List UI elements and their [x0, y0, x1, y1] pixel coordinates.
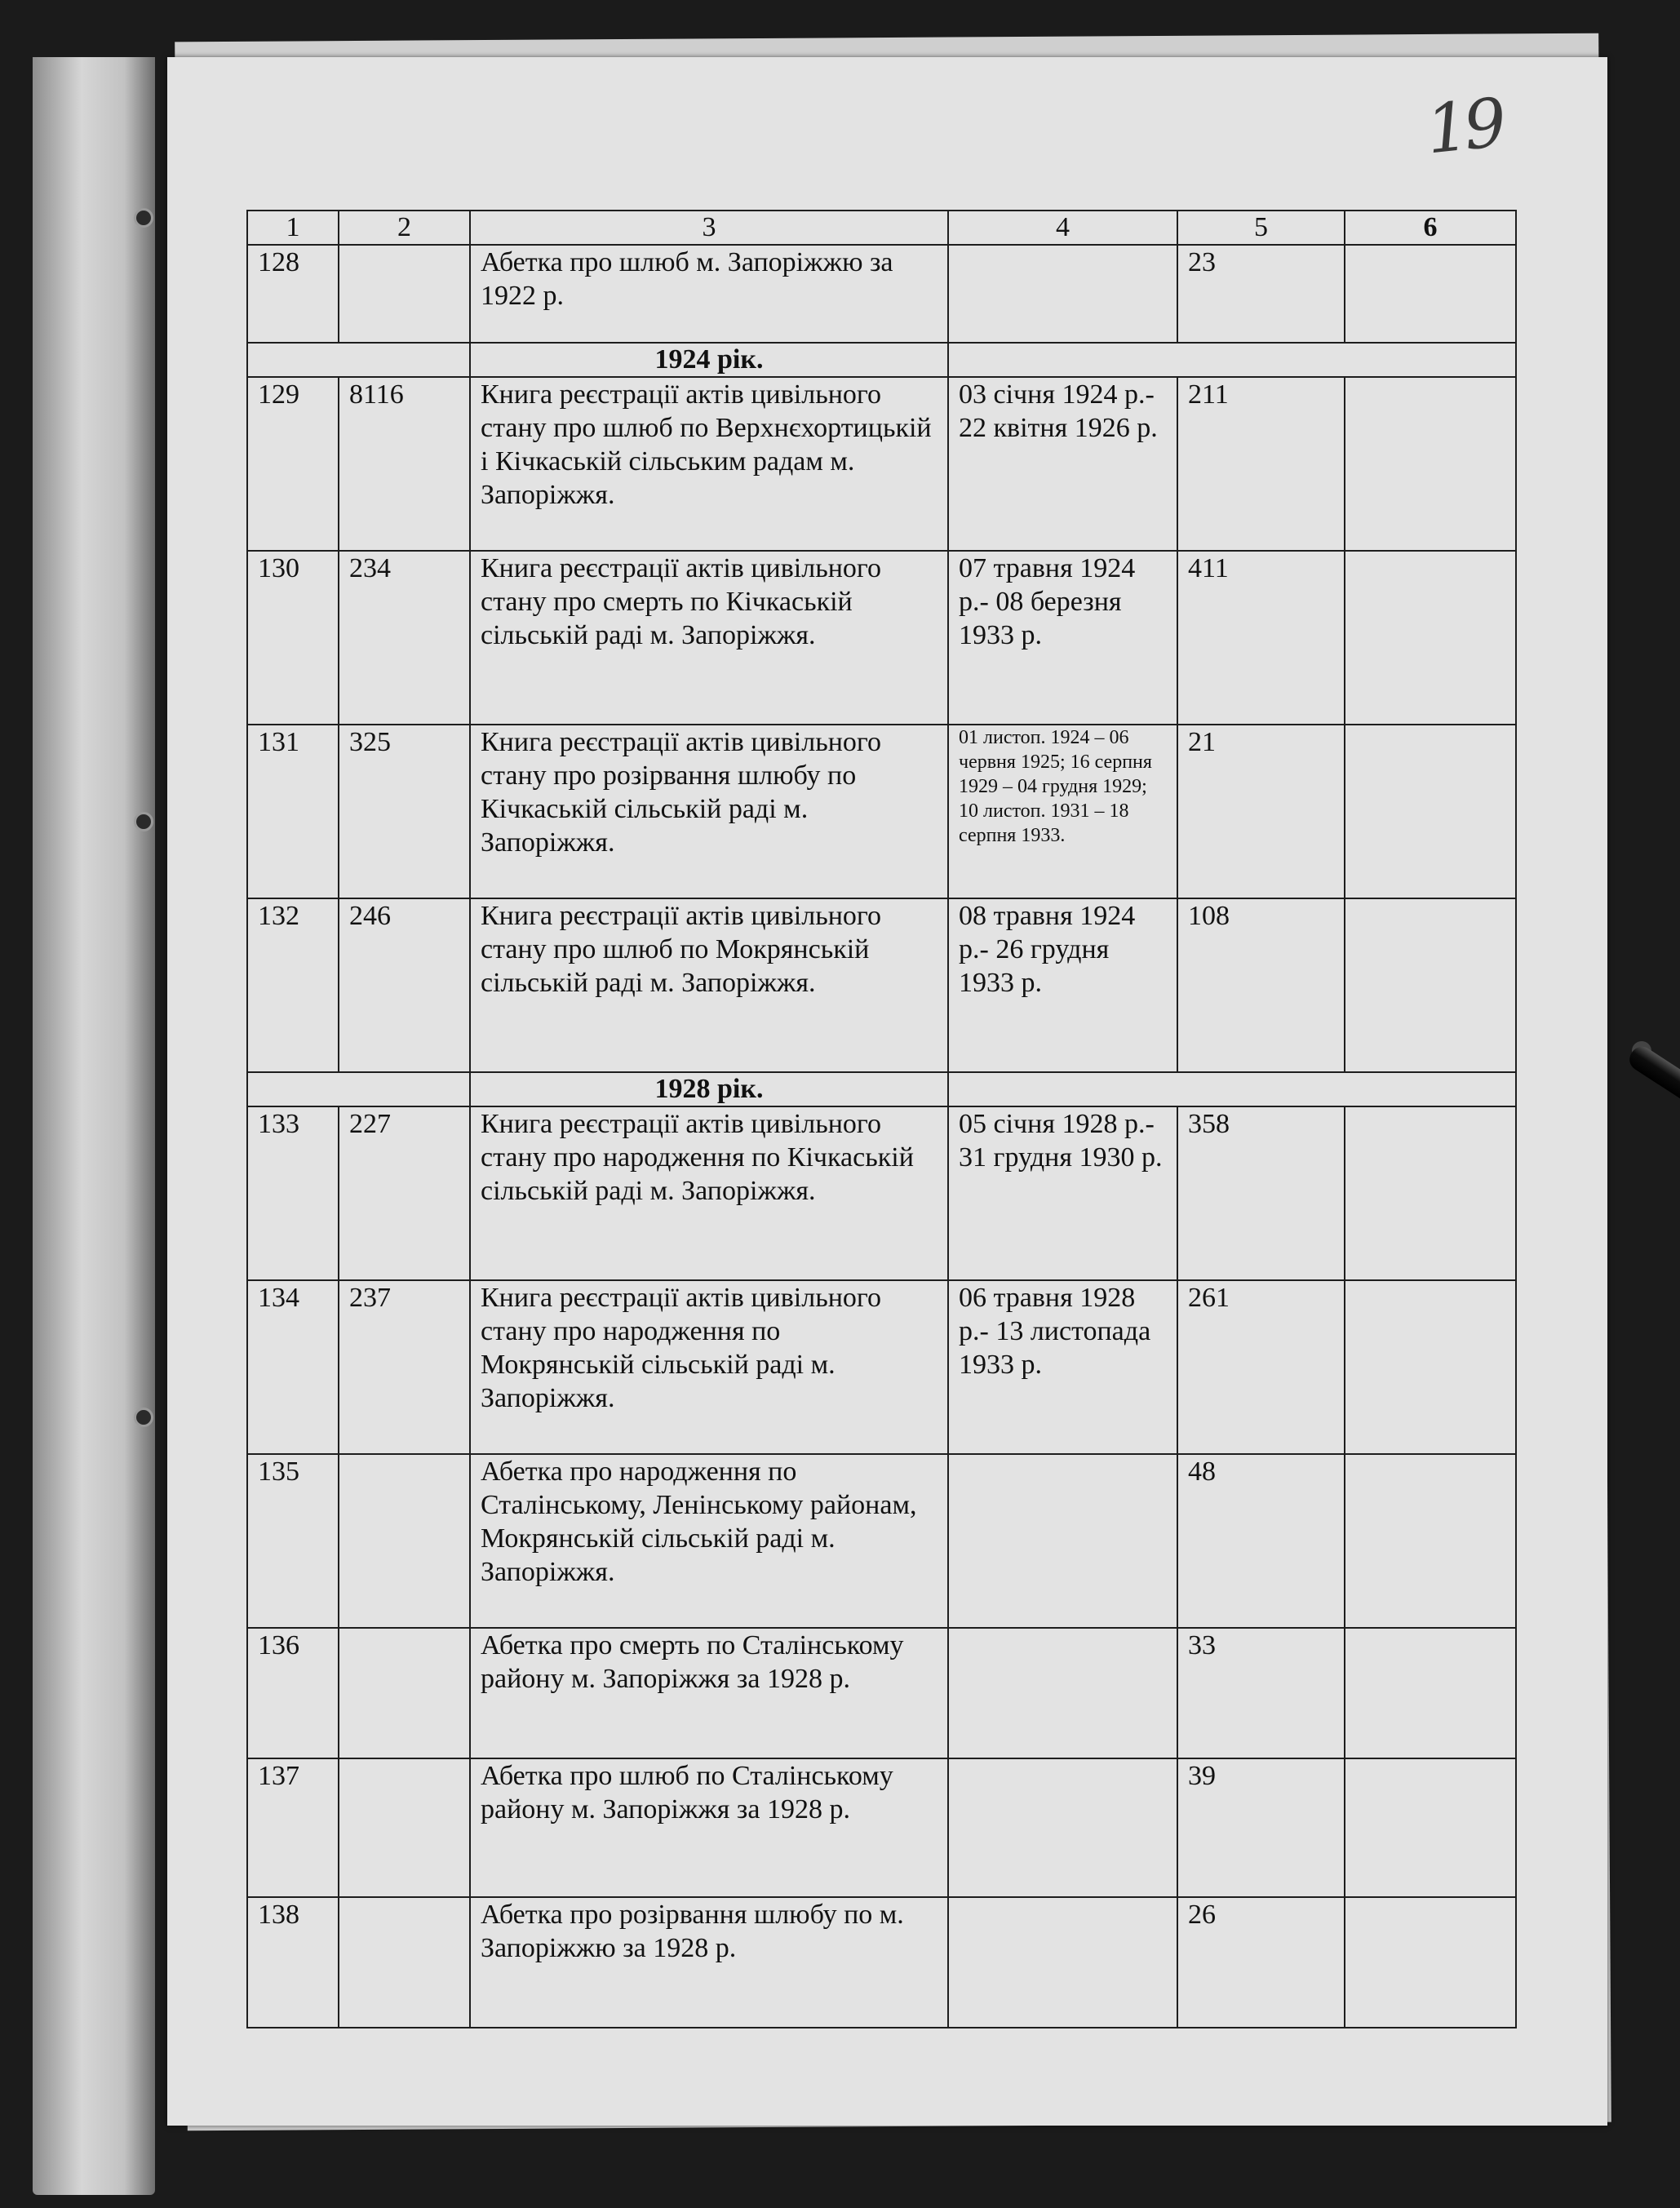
col-header: 2	[339, 211, 470, 245]
record-dates	[948, 245, 1177, 343]
fond-number: 246	[339, 898, 470, 1072]
row-number: 138	[247, 1897, 339, 2028]
table-row	[247, 551, 1516, 725]
record-dates: 08 травня 1924 р.- 26 грудня 1933 р.	[948, 898, 1177, 1072]
sheet-count: 211	[1177, 377, 1345, 551]
header-row	[247, 211, 1516, 245]
sheet-count: 48	[1177, 1454, 1345, 1628]
sheet-count: 261	[1177, 1280, 1345, 1454]
fond-number	[339, 1628, 470, 1758]
record-dates: 06 травня 1928 р.- 13 листопада 1933 р.	[948, 1280, 1177, 1454]
record-title: Книга реєстрації актів цивільного стану про народження по Кічкаській сільській раді м. Запоріжжя.	[470, 1106, 948, 1280]
col-header: 3	[470, 211, 948, 245]
sheet-count: 33	[1177, 1628, 1345, 1758]
record-title: Абетка про народження по Сталінському, Ленінському районам, Мокрянській сільській раді м. Запоріжжя.	[470, 1454, 948, 1628]
record-dates	[948, 1897, 1177, 2028]
year-row	[247, 343, 1516, 377]
year-cell-empty	[247, 1072, 470, 1106]
col-header: 5	[1177, 211, 1345, 245]
row-number: 128	[247, 245, 339, 343]
note-cell	[1345, 1280, 1516, 1454]
note-cell	[1345, 1454, 1516, 1628]
table-row	[247, 245, 1516, 343]
table-row	[247, 1758, 1516, 1897]
year-cell-empty	[948, 1072, 1516, 1106]
record-title: Абетка про смерть по Сталінському району м. Запоріжжя за 1928 р.	[470, 1628, 948, 1758]
row-number: 129	[247, 377, 339, 551]
record-dates: 01 листоп. 1924 – 06 червня 1925; 16 серпня 1929 – 04 грудня 1929; 10 листоп. 1931 – 18 серпня 1933.	[948, 725, 1177, 898]
register-table	[246, 210, 1517, 2028]
fond-number	[339, 245, 470, 343]
table-row	[247, 1280, 1516, 1454]
binder-hole	[134, 208, 153, 228]
table-row	[247, 725, 1516, 898]
year-row	[247, 1072, 1516, 1106]
binder-hole	[134, 1408, 153, 1427]
binder-hole	[134, 812, 153, 831]
year-label: 1924 рік.	[470, 343, 948, 377]
sheet-count: 108	[1177, 898, 1345, 1072]
table-row	[247, 377, 1516, 551]
row-number: 132	[247, 898, 339, 1072]
sheet-count: 358	[1177, 1106, 1345, 1280]
sheet-count: 411	[1177, 551, 1345, 725]
fond-number	[339, 1897, 470, 2028]
col-header: 6	[1345, 211, 1516, 245]
note-cell	[1345, 1106, 1516, 1280]
table-row	[247, 898, 1516, 1072]
sheet-count: 23	[1177, 245, 1345, 343]
record-title: Абетка про шлюб по Сталінському району м. Запоріжжя за 1928 р.	[470, 1758, 948, 1897]
row-number: 136	[247, 1628, 339, 1758]
note-cell	[1345, 1628, 1516, 1758]
fond-number	[339, 1454, 470, 1628]
sheet-count: 26	[1177, 1897, 1345, 2028]
fond-number: 234	[339, 551, 470, 725]
fond-number: 227	[339, 1106, 470, 1280]
row-number: 135	[247, 1454, 339, 1628]
record-title: Книга реєстрації актів цивільного стану про народження по Мокрянській сільській раді м. Запоріжжя.	[470, 1280, 948, 1454]
row-number: 134	[247, 1280, 339, 1454]
table-row	[247, 1897, 1516, 2028]
table-row	[247, 1628, 1516, 1758]
table-row	[247, 1454, 1516, 1628]
row-number: 130	[247, 551, 339, 725]
table-row	[247, 1106, 1516, 1280]
folio-number: 19	[1421, 84, 1505, 170]
note-cell	[1345, 551, 1516, 725]
record-dates: 05 січня 1928 р.- 31 грудня 1930 р.	[948, 1106, 1177, 1280]
binder-edge	[33, 57, 155, 2195]
row-number: 137	[247, 1758, 339, 1897]
sheet-count: 39	[1177, 1758, 1345, 1897]
year-cell-empty	[247, 343, 470, 377]
record-dates: 07 травня 1924 р.- 08 березня 1933 р.	[948, 551, 1177, 725]
note-cell	[1345, 1897, 1516, 2028]
register-body	[247, 245, 1516, 2028]
fond-number	[339, 1758, 470, 1897]
note-cell	[1345, 1758, 1516, 1897]
record-dates	[948, 1628, 1177, 1758]
record-title: Абетка про шлюб м. Запоріжжю за 1922 р.	[470, 245, 948, 343]
pen	[1625, 1042, 1680, 1293]
fond-number: 237	[339, 1280, 470, 1454]
record-title: Книга реєстрації актів цивільного стану про розірвання шлюбу по Кічкаській сільській раді м. Запоріжжя.	[470, 725, 948, 898]
fond-number: 325	[339, 725, 470, 898]
record-dates	[948, 1454, 1177, 1628]
record-title: Книга реєстрації актів цивільного стану про смерть по Кічкаській сільській раді м. Запоріжжя.	[470, 551, 948, 725]
document-page	[167, 57, 1607, 2126]
note-cell	[1345, 898, 1516, 1072]
fond-number: 8116	[339, 377, 470, 551]
year-label: 1928 рік.	[470, 1072, 948, 1106]
note-cell	[1345, 725, 1516, 898]
record-dates: 03 січня 1924 р.- 22 квітня 1926 р.	[948, 377, 1177, 551]
year-cell-empty	[948, 343, 1516, 377]
note-cell	[1345, 245, 1516, 343]
col-header: 4	[948, 211, 1177, 245]
record-title: Абетка про розірвання шлюбу по м. Запоріжжю за 1928 р.	[470, 1897, 948, 2028]
sheet-count: 21	[1177, 725, 1345, 898]
record-title: Книга реєстрації актів цивільного стану про шлюб по Мокрянській сільській раді м. Запоріжжя.	[470, 898, 948, 1072]
note-cell	[1345, 377, 1516, 551]
row-number: 131	[247, 725, 339, 898]
row-number: 133	[247, 1106, 339, 1280]
col-header: 1	[247, 211, 339, 245]
record-title: Книга реєстрації актів цивільного стану про шлюб по Верхнєхортицькій і Кічкаській сільським радам м. Запоріжжя.	[470, 377, 948, 551]
record-dates	[948, 1758, 1177, 1897]
